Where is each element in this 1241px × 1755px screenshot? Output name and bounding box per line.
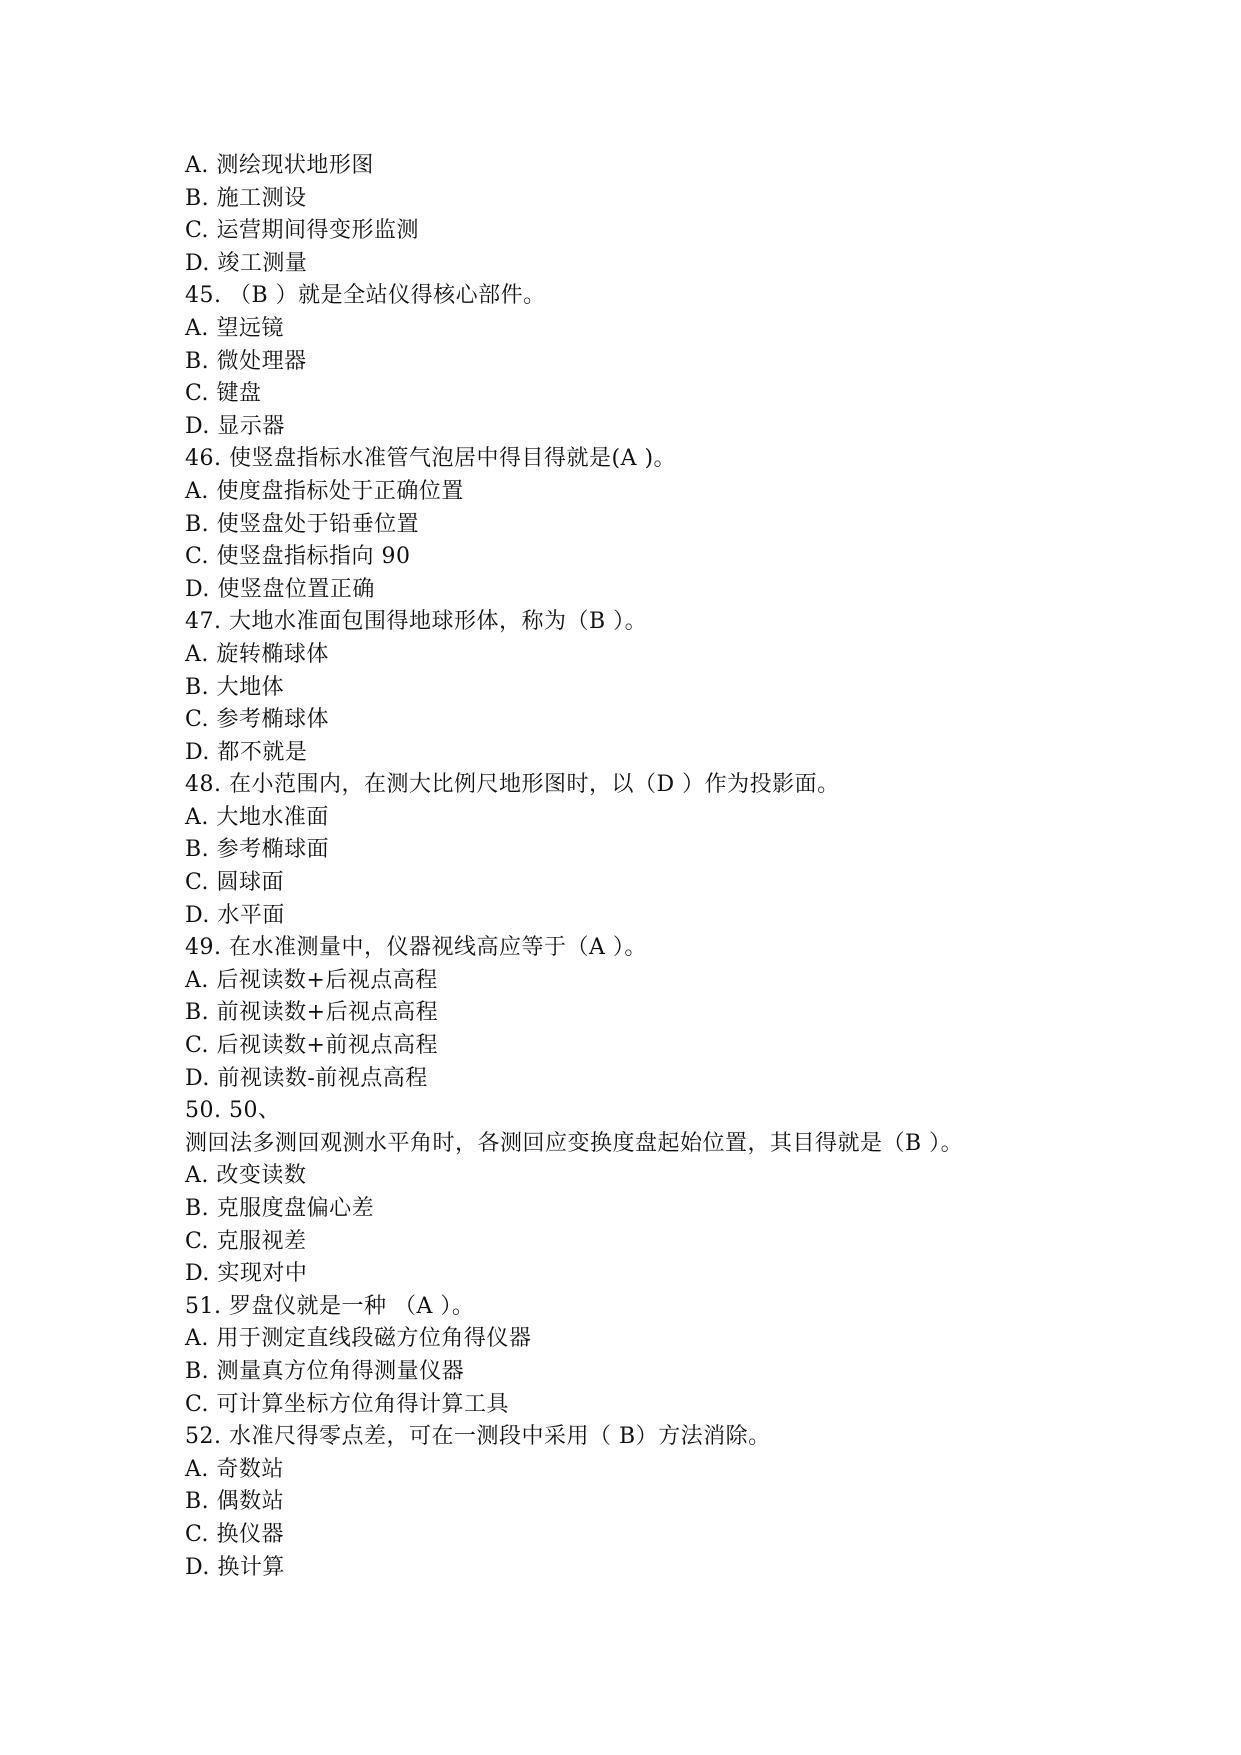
- text-line: A. 望远镜: [185, 315, 284, 341]
- text-line: B. 参考椭球面: [185, 837, 330, 863]
- question-51: 51. 罗盘仪就是一种 （A ）。: [185, 1293, 475, 1319]
- text-line: B. 克服度盘偏心差: [185, 1196, 375, 1221]
- text-line: A. 奇数站: [185, 1456, 284, 1482]
- text-line: D. 使竖盘位置正确: [185, 576, 375, 602]
- question-49: 49. 在水准测量中，仪器视线高应等于（A ）。: [185, 935, 647, 961]
- question-50-number: 50. 50、: [185, 1098, 281, 1124]
- text-line: C. 克服视差: [185, 1228, 307, 1254]
- question-45: 45. （B ）就是全站仪得核心部件。: [185, 283, 546, 309]
- text-line: B. 偶数站: [185, 1489, 285, 1515]
- text-line: C. 换仪器: [185, 1521, 285, 1547]
- text-line: A. 用于测定直线段磁方位角得仪器: [185, 1326, 532, 1352]
- text-line: C. 圆球面: [185, 870, 285, 896]
- text-line: D. 竣工测量: [185, 250, 308, 276]
- text-line: B. 测量真方位角得测量仪器: [185, 1358, 465, 1384]
- text-line: C. 后视读数+前视点高程: [185, 1033, 438, 1059]
- text-line: A. 旋转椭球体: [185, 641, 329, 667]
- text-line: C. 使竖盘指标指向 90: [185, 544, 411, 570]
- question-48: 48. 在小范围内，在测大比例尺地形图时，以（D ）作为投影面。: [185, 772, 840, 798]
- text-line: D. 实现对中: [185, 1261, 308, 1287]
- text-line: B. 微处理器: [185, 348, 307, 374]
- text-line: C. 运营期间得变形监测: [185, 218, 420, 244]
- text-line: B. 施工测设: [185, 185, 307, 211]
- text-line: C. 键盘: [185, 381, 262, 407]
- question-47: 47. 大地水准面包围得地球形体，称为（B ）。: [185, 609, 648, 635]
- text-line: D. 都不就是: [185, 739, 308, 765]
- text-line: A. 大地水准面: [185, 804, 329, 830]
- question-50: 测回法多测回观测水平角时，各测回应变换度盘起始位置，其目得就是（B ）。: [185, 1130, 964, 1156]
- text-line: A. 后视读数+后视点高程: [185, 967, 438, 993]
- text-line: D. 换计算: [185, 1554, 285, 1580]
- text-line: A. 改变读数: [185, 1163, 307, 1189]
- question-46: 46. 使竖盘指标水准管气泡居中得目得就是(A )。: [185, 446, 677, 472]
- text-line: D. 前视读数-前视点高程: [185, 1065, 428, 1091]
- text-line: D. 水平面: [185, 902, 285, 928]
- text-line: B. 使竖盘处于铅垂位置: [185, 511, 420, 537]
- text-line: B. 大地体: [185, 674, 285, 700]
- text-line: C. 参考椭球体: [185, 707, 330, 733]
- text-line: D. 显示器: [185, 413, 285, 439]
- text-line: C. 可计算坐标方位角得计算工具: [185, 1391, 510, 1417]
- text-line: A. 使度盘指标处于正确位置: [185, 478, 464, 504]
- text-line: B. 前视读数+后视点高程: [185, 1000, 439, 1026]
- text-line: A. 测绘现状地形图: [185, 153, 374, 178]
- question-52: 52. 水准尺得零点差，可在一测段中采用（ B）方法消除。: [185, 1424, 771, 1450]
